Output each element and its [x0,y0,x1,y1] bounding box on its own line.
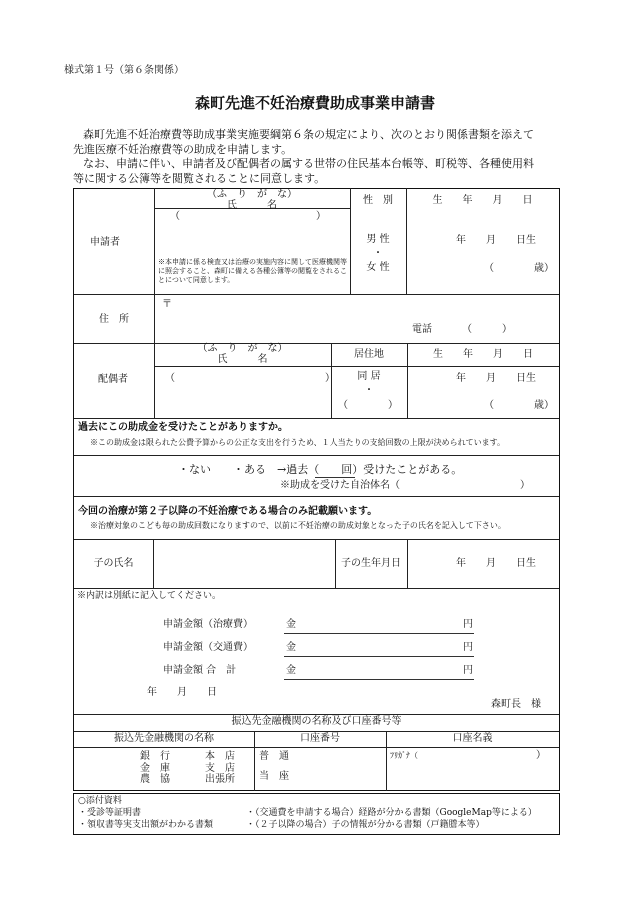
application-date-field[interactable]: 年 月 日 [147,687,217,698]
account-name-kana-close: ） [536,750,546,761]
applicant-paren-open: （ [170,211,180,222]
phone-label: 電話 [412,324,432,335]
account-type-checking[interactable]: 当 座 [259,771,289,782]
postal-mark: 〒 [162,299,172,310]
account-type-ordinary[interactable]: 普 通 [259,751,289,762]
account-number-input[interactable] [305,752,381,786]
second-child-heading: 今回の治療が第２子以降の不妊治療である場合のみ記載願います。 [78,506,378,517]
total-currency-suffix: 円 [463,665,473,676]
applicant-dob-label: 生 年 月 日 [432,195,533,206]
applicant-dob-field[interactable]: 年 月 日生 [456,235,536,246]
sex-label: 性 別 [363,195,393,206]
applicant-age-field[interactable]: （ 歳） [484,263,554,274]
branch-type-list[interactable] [205,751,235,786]
past-grant-question: 過去にこの助成金を受けたことがありますか。 [78,422,288,433]
spouse-dob-field[interactable]: 年 月 日生 [456,373,536,384]
account-name-kana-label: ﾌﾘｶﾞﾅ（ [390,751,418,760]
spouse-label: 配偶者 [98,374,128,385]
applicant-label: 申請者 [90,237,120,248]
applicant-consent-note: ※本申請に係る検査又は治療の実施内容に関して医療機関等に照会すること、森町に備える各種公簿等の閲覧をされることについて同意します。 [158,258,347,284]
second-child-note: ※治療対象のこども毎の助成回数になりますので、以前に不妊治療の助成対象となった子の氏名を記入して下さい。 [90,521,506,530]
account-name-input[interactable] [392,770,552,786]
institution-type-list[interactable] [140,751,170,786]
institution-type-shinkin[interactable]: 金 庫 [140,762,170,774]
account-name-kana-input[interactable] [420,752,530,766]
intro-line-2: 先進医療不妊治療費等の助成を申請します。 [73,143,293,156]
bank-section-title: 振込先金融機関の名称及び口座番号等 [231,716,402,727]
total-amount-input[interactable] [284,679,474,680]
address-input[interactable] [176,300,546,318]
page-title: 森町先進不妊治療費助成事業申請書 [194,94,435,112]
child-dob-field[interactable]: 年 月 日生 [456,558,536,569]
sex-male-option[interactable]: 男 性 [366,234,390,245]
applicant-name-label: 氏 名 [227,199,277,211]
attachment-item-4: ・（２子以降の場合）子の情報が分かる書類（戸籍謄本等） [246,820,485,830]
spouse-dob-label: 生 年 月 日 [433,349,533,360]
applicant-name-header [154,190,350,211]
treatment-amount-label: 申請金額（治療費） [163,619,253,630]
past-count-underline [315,477,355,478]
attachment-item-3: ・（交通費を申請する場合）経路が分かる書類（GoogleMap等による） [246,808,537,818]
bank-col-account-name: 口座名義 [452,733,493,744]
residence-same-option[interactable]: 同 居 [357,371,381,382]
form-number: 様式第１号（第６条関係） [64,65,184,76]
spouse-name-header [154,344,331,365]
applicant-name-input[interactable] [164,227,314,249]
total-currency-prefix: 金 [286,665,296,676]
child-name-input[interactable] [160,552,328,576]
past-grant-note: ※この助成金は限られた公費予算からの公正な支出を行うため、１人当たりの支給回数の上限が決められています。 [90,438,506,447]
residence-separator: ・ [364,385,374,396]
attachment-item-1: ・受診等証明書 [78,808,142,818]
applicant-furigana-label: （ふ り が な） [207,189,297,200]
bank-col-account-no: 口座番号 [300,733,340,744]
institution-type-bank[interactable]: 銀 行 [140,751,170,762]
past-grant-municipality[interactable]: ※助成を受けた自治体名（ ） [280,480,530,491]
child-dob-label: 子の生年月日 [341,558,401,569]
treatment-currency-prefix: 金 [286,619,296,630]
transport-currency-prefix: 金 [286,642,296,653]
addressee: 森町長 様 [491,699,541,710]
sex-female-option[interactable]: 女 性 [366,262,390,273]
treatment-amount-input[interactable] [284,633,474,634]
treatment-currency-suffix: 円 [463,619,473,630]
address-label: 住 所 [99,314,129,325]
past-grant-options[interactable]: ・ない ・ある →過去（ 回）受けたことがある。 [178,463,463,476]
transport-currency-suffix: 円 [463,642,473,653]
total-amount-label: 申請金額 合 計 [163,665,237,676]
residence-other-input[interactable]: （ ） [338,400,398,411]
bank-col-institution: 振込先金融機関の名称 [114,733,214,744]
transport-amount-label: 申請金額（交通費） [163,642,253,653]
branch-type-head-office[interactable]: 本 店 [205,751,235,762]
applicant-paren-close: ） [316,211,326,222]
branch-type-sub-branch[interactable]: 出張所 [205,774,235,785]
attachments-title: ○添付資料 [78,796,122,806]
spouse-name-input[interactable]: （ ） [165,373,335,384]
attachment-item-2: ・領収書等実支出額がわかる書類 [78,820,214,830]
phone-input[interactable]: （ ） [462,324,512,335]
intro-line-4: 等に関する公簿等を閲覧されることに同意します。 [73,172,326,185]
breakdown-note: ※内訳は別紙に記入してください。 [77,591,222,601]
sex-separator: ・ [373,248,383,259]
branch-type-branch[interactable]: 支 店 [205,762,235,774]
transport-amount-input[interactable] [284,656,474,657]
intro-line-3: なお、申請に伴い、申請者及び配偶者の属する世帯の住民基本台帳等、町税等、各種使用料 [83,157,534,170]
intro-line-1: 森町先進不妊治療費等助成事業実施要綱第６条の規定により、次のとおり関係書類を添えて [83,128,534,141]
spouse-furigana-label: （ふ り が な） [197,343,288,354]
residence-label: 居住地 [354,349,384,360]
spouse-age-field[interactable]: （ 歳） [484,400,554,411]
child-name-label: 子の氏名 [93,558,134,569]
institution-type-nokyo[interactable]: 農 協 [140,774,170,785]
spouse-name-label: 氏 名 [217,353,268,365]
